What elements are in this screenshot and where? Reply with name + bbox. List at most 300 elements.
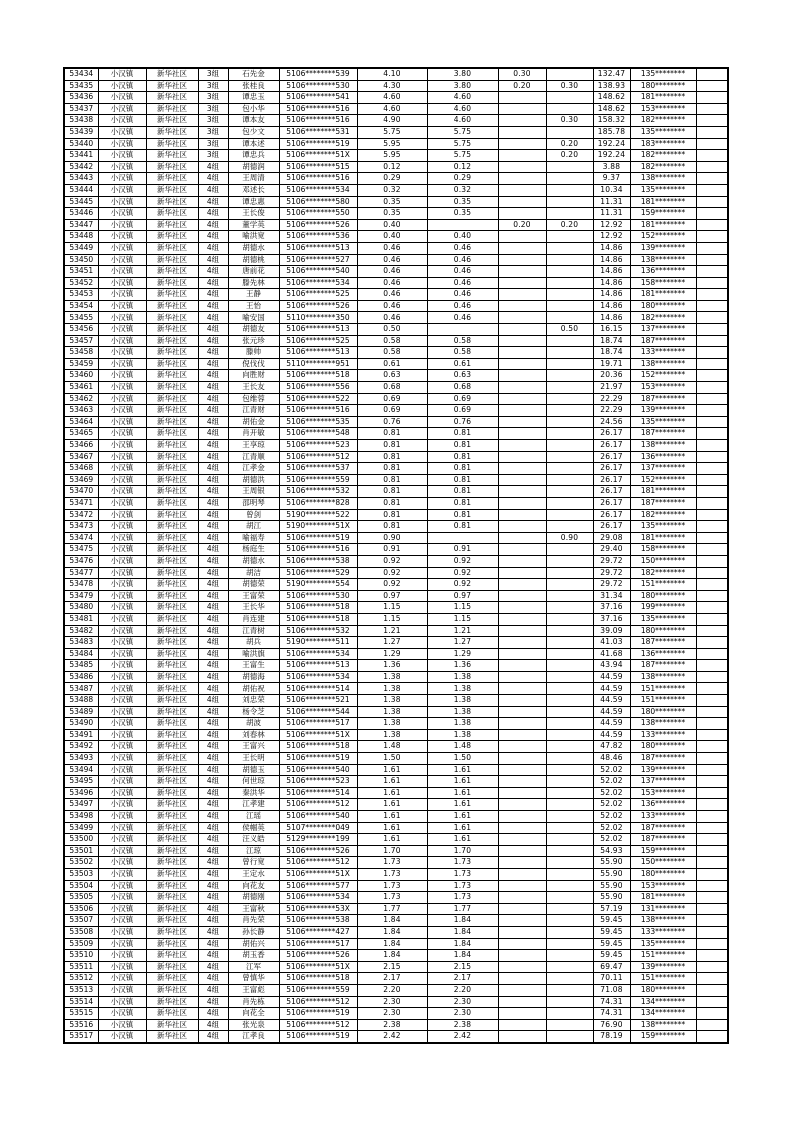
table-row bbox=[64, 103, 728, 115]
cell-blank bbox=[696, 382, 728, 394]
cell-id-masked: 5106********534 bbox=[279, 184, 357, 196]
table-row bbox=[64, 799, 728, 811]
cell-value1: 1.73 bbox=[357, 880, 427, 892]
table-row bbox=[64, 92, 728, 104]
cell-name: 胡德洪 bbox=[228, 474, 279, 486]
cell-blank bbox=[696, 474, 728, 486]
cell-id: 53450 bbox=[64, 254, 98, 266]
cell-name: 谭忠玉 bbox=[228, 92, 279, 104]
cell-name: 胡兵 bbox=[228, 637, 279, 649]
cell-adj1 bbox=[498, 289, 546, 301]
cell-phone-masked: 181******** bbox=[630, 289, 696, 301]
cell-value1: 2.30 bbox=[357, 996, 427, 1008]
cell-name: 喻洪宽 bbox=[228, 231, 279, 243]
cell-phone-masked: 187******** bbox=[630, 393, 696, 405]
cell-id: 53466 bbox=[64, 440, 98, 452]
cell-value1: 1.61 bbox=[357, 764, 427, 776]
cell-adj2 bbox=[546, 277, 593, 289]
cell-total: 18.74 bbox=[593, 347, 630, 359]
cell-community: 新华社区 bbox=[146, 903, 198, 915]
cell-adj1 bbox=[498, 1019, 546, 1031]
cell-id-masked: 5106********540 bbox=[279, 811, 357, 823]
table-row bbox=[64, 822, 728, 834]
cell-total: 71.08 bbox=[593, 984, 630, 996]
cell-group: 4组 bbox=[198, 486, 228, 498]
cell-id-masked: 5106********513 bbox=[279, 347, 357, 359]
cell-value2: 1.38 bbox=[427, 695, 498, 707]
cell-blank bbox=[696, 950, 728, 962]
cell-adj1 bbox=[498, 277, 546, 289]
cell-phone-masked: 182******** bbox=[630, 161, 696, 173]
cell-community: 新华社区 bbox=[146, 950, 198, 962]
cell-adj2 bbox=[546, 729, 593, 741]
cell-blank bbox=[696, 312, 728, 324]
cell-name: 肖先栋 bbox=[228, 996, 279, 1008]
cell-group: 4组 bbox=[198, 463, 228, 475]
cell-value2: 2.20 bbox=[427, 984, 498, 996]
cell-blank bbox=[696, 961, 728, 973]
cell-total: 12.92 bbox=[593, 231, 630, 243]
cell-value1: 1.84 bbox=[357, 926, 427, 938]
cell-town: 小汉镇 bbox=[98, 393, 146, 405]
table-row bbox=[64, 405, 728, 417]
cell-community: 新华社区 bbox=[146, 126, 198, 138]
cell-group: 4组 bbox=[198, 532, 228, 544]
cell-name: 邓述长 bbox=[228, 184, 279, 196]
cell-value2: 1.84 bbox=[427, 915, 498, 927]
cell-community: 新华社区 bbox=[146, 68, 198, 80]
cell-phone-masked: 135******** bbox=[630, 416, 696, 428]
cell-town: 小汉镇 bbox=[98, 173, 146, 185]
cell-town: 小汉镇 bbox=[98, 463, 146, 475]
cell-id: 53469 bbox=[64, 474, 98, 486]
cell-id: 53472 bbox=[64, 509, 98, 521]
cell-value2: 0.35 bbox=[427, 196, 498, 208]
table-row bbox=[64, 68, 728, 80]
cell-community: 新华社区 bbox=[146, 138, 198, 150]
cell-name: 王富生 bbox=[228, 660, 279, 672]
cell-adj2 bbox=[546, 567, 593, 579]
cell-total: 54.93 bbox=[593, 845, 630, 857]
cell-id: 53495 bbox=[64, 776, 98, 788]
cell-value2: 0.92 bbox=[427, 567, 498, 579]
cell-adj2 bbox=[546, 231, 593, 243]
cell-adj1 bbox=[498, 857, 546, 869]
cell-blank bbox=[696, 764, 728, 776]
cell-adj1 bbox=[498, 961, 546, 973]
cell-community: 新华社区 bbox=[146, 973, 198, 985]
cell-name: 杨庭生 bbox=[228, 544, 279, 556]
cell-total: 24.56 bbox=[593, 416, 630, 428]
cell-value1: 0.81 bbox=[357, 486, 427, 498]
cell-total: 59.45 bbox=[593, 950, 630, 962]
table-row bbox=[64, 335, 728, 347]
cell-value1: 0.29 bbox=[357, 173, 427, 185]
cell-value1: 4.90 bbox=[357, 115, 427, 127]
cell-adj1 bbox=[498, 532, 546, 544]
cell-group: 4组 bbox=[198, 161, 228, 173]
cell-id: 53444 bbox=[64, 184, 98, 196]
cell-id: 53436 bbox=[64, 92, 98, 104]
table-row bbox=[64, 961, 728, 973]
cell-value1: 1.38 bbox=[357, 671, 427, 683]
cell-phone-masked: 181******** bbox=[630, 219, 696, 231]
cell-total: 47.82 bbox=[593, 741, 630, 753]
cell-adj1 bbox=[498, 486, 546, 498]
cell-adj1 bbox=[498, 637, 546, 649]
cell-community: 新华社区 bbox=[146, 289, 198, 301]
cell-id: 53476 bbox=[64, 555, 98, 567]
cell-value1: 0.81 bbox=[357, 440, 427, 452]
cell-adj2 bbox=[546, 961, 593, 973]
cell-adj1 bbox=[498, 648, 546, 660]
cell-total: 132.47 bbox=[593, 68, 630, 80]
cell-id-masked: 5106********522 bbox=[279, 393, 357, 405]
cell-phone-masked: 159******** bbox=[630, 1031, 696, 1043]
cell-name: 张元珍 bbox=[228, 335, 279, 347]
cell-blank bbox=[696, 868, 728, 880]
cell-group: 4组 bbox=[198, 822, 228, 834]
cell-blank bbox=[696, 266, 728, 278]
cell-adj1 bbox=[498, 266, 546, 278]
cell-blank bbox=[696, 208, 728, 220]
cell-group: 4组 bbox=[198, 984, 228, 996]
cell-community: 新华社区 bbox=[146, 648, 198, 660]
cell-total: 52.02 bbox=[593, 776, 630, 788]
cell-name: 谭本述 bbox=[228, 138, 279, 150]
cell-community: 新华社区 bbox=[146, 811, 198, 823]
cell-adj1 bbox=[498, 428, 546, 440]
cell-total: 52.02 bbox=[593, 834, 630, 846]
table-row bbox=[64, 1008, 728, 1020]
cell-group: 4组 bbox=[198, 950, 228, 962]
cell-community: 新华社区 bbox=[146, 683, 198, 695]
cell-town: 小汉镇 bbox=[98, 231, 146, 243]
cell-town: 小汉镇 bbox=[98, 335, 146, 347]
cell-name: 王富荣 bbox=[228, 590, 279, 602]
cell-town: 小汉镇 bbox=[98, 196, 146, 208]
cell-value2: 1.61 bbox=[427, 764, 498, 776]
cell-adj2 bbox=[546, 555, 593, 567]
cell-total: 148.62 bbox=[593, 92, 630, 104]
cell-value2: 1.61 bbox=[427, 799, 498, 811]
cell-id-masked: 5106********534 bbox=[279, 648, 357, 660]
cell-value1: 1.77 bbox=[357, 903, 427, 915]
cell-group: 3组 bbox=[198, 150, 228, 162]
cell-blank bbox=[696, 555, 728, 567]
cell-value2: 0.81 bbox=[427, 474, 498, 486]
cell-value1: 2.38 bbox=[357, 1019, 427, 1031]
cell-group: 4组 bbox=[198, 497, 228, 509]
cell-name: 胡佑祝 bbox=[228, 683, 279, 695]
cell-adj1 bbox=[498, 312, 546, 324]
cell-total: 26.17 bbox=[593, 486, 630, 498]
cell-value2: 3.80 bbox=[427, 68, 498, 80]
cell-value1: 1.70 bbox=[357, 845, 427, 857]
cell-name: 胡德海 bbox=[228, 671, 279, 683]
cell-id-masked: 5106********512 bbox=[279, 1019, 357, 1031]
cell-blank bbox=[696, 660, 728, 672]
cell-value1: 0.91 bbox=[357, 544, 427, 556]
cell-town: 小汉镇 bbox=[98, 486, 146, 498]
cell-adj1 bbox=[498, 695, 546, 707]
cell-community: 新华社区 bbox=[146, 637, 198, 649]
cell-adj2 bbox=[546, 428, 593, 440]
cell-blank bbox=[696, 695, 728, 707]
cell-adj2 bbox=[546, 915, 593, 927]
cell-adj1 bbox=[498, 393, 546, 405]
cell-adj2 bbox=[546, 950, 593, 962]
cell-id: 53484 bbox=[64, 648, 98, 660]
cell-group: 4组 bbox=[198, 741, 228, 753]
cell-id: 53480 bbox=[64, 602, 98, 614]
cell-id-masked: 5106********525 bbox=[279, 289, 357, 301]
cell-adj2 bbox=[546, 648, 593, 660]
cell-adj1 bbox=[498, 660, 546, 672]
table-row bbox=[64, 150, 728, 162]
cell-value2: 0.46 bbox=[427, 254, 498, 266]
cell-blank bbox=[696, 926, 728, 938]
cell-value2: 0.97 bbox=[427, 590, 498, 602]
cell-community: 新华社区 bbox=[146, 370, 198, 382]
cell-blank bbox=[696, 521, 728, 533]
cell-phone-masked: 136******** bbox=[630, 799, 696, 811]
cell-town: 小汉镇 bbox=[98, 671, 146, 683]
cell-value1: 1.61 bbox=[357, 787, 427, 799]
table-row bbox=[64, 938, 728, 950]
table-row bbox=[64, 787, 728, 799]
cell-town: 小汉镇 bbox=[98, 660, 146, 672]
cell-phone-masked: 136******** bbox=[630, 451, 696, 463]
cell-town: 小汉镇 bbox=[98, 497, 146, 509]
cell-name: 胡德友 bbox=[228, 324, 279, 336]
cell-town: 小汉镇 bbox=[98, 440, 146, 452]
cell-name: 胡佑金 bbox=[228, 416, 279, 428]
cell-id: 53513 bbox=[64, 984, 98, 996]
cell-value2: 1.38 bbox=[427, 671, 498, 683]
cell-group: 4组 bbox=[198, 405, 228, 417]
cell-total: 9.37 bbox=[593, 173, 630, 185]
cell-group: 4组 bbox=[198, 590, 228, 602]
cell-phone-masked: 138******** bbox=[630, 671, 696, 683]
cell-community: 新华社区 bbox=[146, 80, 198, 92]
cell-id-masked: 5106********518 bbox=[279, 973, 357, 985]
cell-adj2 bbox=[546, 184, 593, 196]
cell-blank bbox=[696, 996, 728, 1008]
cell-value2: 1.61 bbox=[427, 787, 498, 799]
cell-phone-masked: 182******** bbox=[630, 509, 696, 521]
cell-phone-masked: 180******** bbox=[630, 706, 696, 718]
cell-adj2 bbox=[546, 880, 593, 892]
cell-total: 14.86 bbox=[593, 277, 630, 289]
cell-town: 小汉镇 bbox=[98, 509, 146, 521]
cell-adj2 bbox=[546, 382, 593, 394]
cell-blank bbox=[696, 497, 728, 509]
cell-adj2 bbox=[546, 254, 593, 266]
cell-total: 148.62 bbox=[593, 103, 630, 115]
table-row bbox=[64, 706, 728, 718]
cell-adj1 bbox=[498, 555, 546, 567]
cell-adj2 bbox=[546, 440, 593, 452]
cell-id: 53482 bbox=[64, 625, 98, 637]
cell-id-masked: 5106********534 bbox=[279, 892, 357, 904]
table-row bbox=[64, 753, 728, 765]
cell-id: 53483 bbox=[64, 637, 98, 649]
cell-blank bbox=[696, 776, 728, 788]
cell-community: 新华社区 bbox=[146, 196, 198, 208]
cell-id-masked: 5106********523 bbox=[279, 776, 357, 788]
cell-value2: 0.81 bbox=[427, 440, 498, 452]
cell-adj1 bbox=[498, 892, 546, 904]
cell-town: 小汉镇 bbox=[98, 80, 146, 92]
cell-id: 53481 bbox=[64, 613, 98, 625]
cell-value1: 1.73 bbox=[357, 868, 427, 880]
cell-name: 王周清 bbox=[228, 173, 279, 185]
cell-group: 3组 bbox=[198, 115, 228, 127]
cell-blank bbox=[696, 903, 728, 915]
cell-id-masked: 5106********517 bbox=[279, 718, 357, 730]
cell-adj2 bbox=[546, 370, 593, 382]
cell-phone-masked: 133******** bbox=[630, 347, 696, 359]
cell-group: 3组 bbox=[198, 80, 228, 92]
table-row bbox=[64, 590, 728, 602]
cell-adj1 bbox=[498, 1031, 546, 1043]
cell-value2: 1.61 bbox=[427, 811, 498, 823]
cell-value1: 0.81 bbox=[357, 474, 427, 486]
cell-total: 26.17 bbox=[593, 521, 630, 533]
cell-id: 53500 bbox=[64, 834, 98, 846]
cell-id-masked: 5106********51X bbox=[279, 961, 357, 973]
table-row bbox=[64, 509, 728, 521]
cell-total: 31.34 bbox=[593, 590, 630, 602]
cell-value1: 5.95 bbox=[357, 138, 427, 150]
cell-total: 59.45 bbox=[593, 915, 630, 927]
cell-value2: 1.38 bbox=[427, 683, 498, 695]
cell-id: 53458 bbox=[64, 347, 98, 359]
cell-phone-masked: 183******** bbox=[630, 138, 696, 150]
cell-total: 44.59 bbox=[593, 695, 630, 707]
cell-name: 杨令芝 bbox=[228, 706, 279, 718]
cell-adj1 bbox=[498, 880, 546, 892]
cell-blank bbox=[696, 834, 728, 846]
cell-total: 26.17 bbox=[593, 463, 630, 475]
cell-total: 69.47 bbox=[593, 961, 630, 973]
cell-value1: 0.58 bbox=[357, 347, 427, 359]
cell-town: 小汉镇 bbox=[98, 161, 146, 173]
cell-blank bbox=[696, 428, 728, 440]
table-row bbox=[64, 973, 728, 985]
cell-id: 53474 bbox=[64, 532, 98, 544]
cell-total: 52.02 bbox=[593, 787, 630, 799]
cell-id: 53463 bbox=[64, 405, 98, 417]
cell-community: 新华社区 bbox=[146, 300, 198, 312]
cell-blank bbox=[696, 196, 728, 208]
table-row bbox=[64, 208, 728, 220]
cell-town: 小汉镇 bbox=[98, 219, 146, 231]
cell-town: 小汉镇 bbox=[98, 532, 146, 544]
cell-name: 江琼 bbox=[228, 845, 279, 857]
cell-id-masked: 5106********514 bbox=[279, 683, 357, 695]
cell-blank bbox=[696, 741, 728, 753]
cell-adj1 bbox=[498, 903, 546, 915]
cell-adj2 bbox=[546, 857, 593, 869]
cell-value1: 0.90 bbox=[357, 532, 427, 544]
cell-id: 53467 bbox=[64, 451, 98, 463]
cell-value2: 0.63 bbox=[427, 370, 498, 382]
cell-value2: 1.21 bbox=[427, 625, 498, 637]
cell-group: 4组 bbox=[198, 868, 228, 880]
cell-phone-masked: 153******** bbox=[630, 787, 696, 799]
cell-value2: 0.35 bbox=[427, 208, 498, 220]
cell-community: 新华社区 bbox=[146, 115, 198, 127]
cell-adj2 bbox=[546, 590, 593, 602]
cell-adj2 bbox=[546, 196, 593, 208]
cell-name: 江军 bbox=[228, 961, 279, 973]
cell-id-masked: 5106********534 bbox=[279, 277, 357, 289]
cell-town: 小汉镇 bbox=[98, 695, 146, 707]
cell-adj1 bbox=[498, 497, 546, 509]
cell-total: 20.36 bbox=[593, 370, 630, 382]
cell-name: 肖连建 bbox=[228, 613, 279, 625]
cell-blank bbox=[696, 544, 728, 556]
table-row bbox=[64, 289, 728, 301]
table-row bbox=[64, 370, 728, 382]
cell-community: 新华社区 bbox=[146, 729, 198, 741]
cell-name: 向花友 bbox=[228, 880, 279, 892]
cell-adj1 bbox=[498, 776, 546, 788]
cell-value2: 1.38 bbox=[427, 729, 498, 741]
table-row bbox=[64, 950, 728, 962]
cell-phone-masked: 152******** bbox=[630, 231, 696, 243]
cell-community: 新华社区 bbox=[146, 474, 198, 486]
cell-community: 新华社区 bbox=[146, 984, 198, 996]
table-row bbox=[64, 741, 728, 753]
cell-adj2: 0.30 bbox=[546, 80, 593, 92]
cell-value2: 4.60 bbox=[427, 103, 498, 115]
cell-town: 小汉镇 bbox=[98, 625, 146, 637]
cell-total: 26.17 bbox=[593, 474, 630, 486]
cell-adj2 bbox=[546, 753, 593, 765]
cell-blank bbox=[696, 80, 728, 92]
cell-town: 小汉镇 bbox=[98, 254, 146, 266]
cell-id: 53489 bbox=[64, 706, 98, 718]
cell-id: 53507 bbox=[64, 915, 98, 927]
cell-blank bbox=[696, 915, 728, 927]
cell-id: 53465 bbox=[64, 428, 98, 440]
cell-value1: 1.38 bbox=[357, 695, 427, 707]
cell-community: 新华社区 bbox=[146, 335, 198, 347]
cell-adj2 bbox=[546, 683, 593, 695]
cell-group: 4组 bbox=[198, 451, 228, 463]
cell-community: 新华社区 bbox=[146, 590, 198, 602]
cell-id-masked: 5106********526 bbox=[279, 845, 357, 857]
cell-name: 胡德桃 bbox=[228, 254, 279, 266]
cell-id-masked: 5106********577 bbox=[279, 880, 357, 892]
cell-id-masked: 5106********51X bbox=[279, 150, 357, 162]
cell-town: 小汉镇 bbox=[98, 208, 146, 220]
table-row bbox=[64, 880, 728, 892]
cell-id: 53516 bbox=[64, 1019, 98, 1031]
cell-group: 4组 bbox=[198, 347, 228, 359]
cell-value1: 1.73 bbox=[357, 857, 427, 869]
cell-group: 4组 bbox=[198, 521, 228, 533]
cell-name: 王静 bbox=[228, 289, 279, 301]
table-row bbox=[64, 382, 728, 394]
table-row bbox=[64, 776, 728, 788]
cell-value1: 1.29 bbox=[357, 648, 427, 660]
cell-group: 4组 bbox=[198, 567, 228, 579]
cell-value2: 3.80 bbox=[427, 80, 498, 92]
